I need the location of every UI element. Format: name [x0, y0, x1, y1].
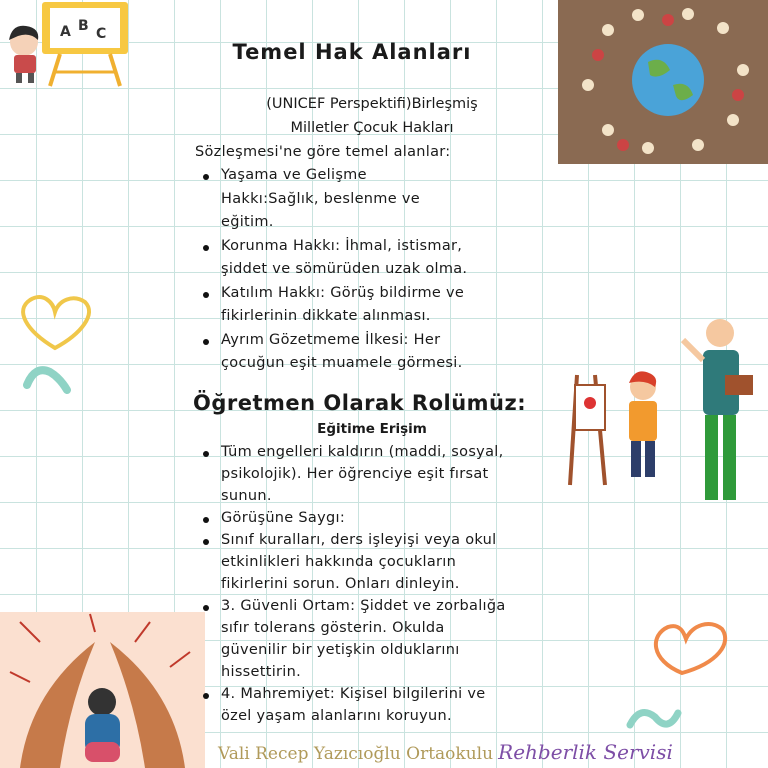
- bullet-icon: [203, 451, 209, 457]
- bullet-icon: [203, 693, 209, 699]
- globe-children-photo: [558, 0, 768, 164]
- protective-hands-illustration: [0, 612, 205, 768]
- role-item-line: güvenilir bir yetişkin olduklarını: [221, 642, 460, 658]
- bullet-icon: [203, 339, 209, 345]
- right-item-line: Ayrım Gözetmeme İlkesi: Her: [221, 331, 441, 348]
- svg-text:B: B: [78, 18, 89, 34]
- role-subheading: Eğitime Erişim: [317, 421, 427, 437]
- right-item-line: Katılım Hakkı: Görüş bildirme ve: [221, 284, 465, 301]
- role-heading: Öğretmen Olarak Rolümüz:: [193, 391, 527, 415]
- role-item-line: fikirlerini sorun. Onları dinleyin.: [221, 576, 460, 592]
- bullet-icon: [203, 605, 209, 611]
- right-item-line: fikirlerinin dikkate alınması.: [221, 308, 431, 324]
- bullet-icon: [203, 245, 209, 251]
- right-item-line: şiddet ve sömürüden uzak olma.: [221, 261, 468, 277]
- role-item-line: psikolojik). Her öğrenciye eşit fırsat: [221, 466, 489, 482]
- right-item-line: Hakkı:Sağlık, beslenme ve: [221, 190, 420, 207]
- svg-text:C: C: [96, 26, 107, 42]
- role-item-line: sunun.: [221, 488, 272, 504]
- role-item-line: hissettirin.: [221, 664, 302, 680]
- heart-doodle-icon-2: [620, 605, 740, 740]
- intro-line-1: (UNICEF Perspektifi)Birleşmiş: [266, 96, 478, 112]
- role-item-line: 4. Mahremiyet: Kişisel bilgilerini ve: [221, 686, 486, 702]
- right-item-line: Korunma Hakkı: İhmal, istismar,: [221, 237, 463, 254]
- board-letter-a: A: [60, 24, 71, 40]
- bullet-icon: [203, 292, 209, 298]
- role-item-line: Görüşüne Saygı:: [221, 510, 346, 526]
- role-item-line: özel yaşam alanlarını koruyun.: [221, 708, 452, 724]
- right-item-line: Yaşama ve Gelişme: [221, 167, 367, 183]
- role-item-line: etkinlikleri hakkında çocukların: [221, 554, 457, 570]
- role-item-line: sıfır tolerans gösterin. Okulda: [221, 620, 445, 636]
- right-item-line: eğitim.: [221, 214, 274, 230]
- right-item-line: çocuğun eşit muamele görmesi.: [221, 355, 463, 371]
- teacher-child-illustration: [565, 315, 760, 515]
- intro-line-2: Milletler Çocuk Hakları: [290, 120, 454, 136]
- bullet-icon: [203, 539, 209, 545]
- bullet-icon: [203, 174, 209, 180]
- role-item-line: Tüm engelleri kaldırın (maddi, sosyal,: [221, 444, 504, 460]
- heart-doodle-icon: [15, 290, 100, 405]
- footer: [218, 740, 673, 764]
- guidance-service: Rehberlik Servisi: [498, 740, 673, 764]
- page-title: Temel Hak Alanları: [232, 40, 472, 64]
- role-item-line: Sınıf kuralları, ders işleyişi veya okul: [221, 532, 497, 548]
- school-name: Vali Recep Yazıcıoğlu Ortaokulu: [218, 744, 494, 764]
- role-item-line: 3. Güvenli Ortam: Şiddet ve zorbalığa: [221, 598, 506, 614]
- intro-line-3: Sözleşmesi'ne göre temel alanlar:: [195, 144, 451, 160]
- bullet-icon: [203, 517, 209, 523]
